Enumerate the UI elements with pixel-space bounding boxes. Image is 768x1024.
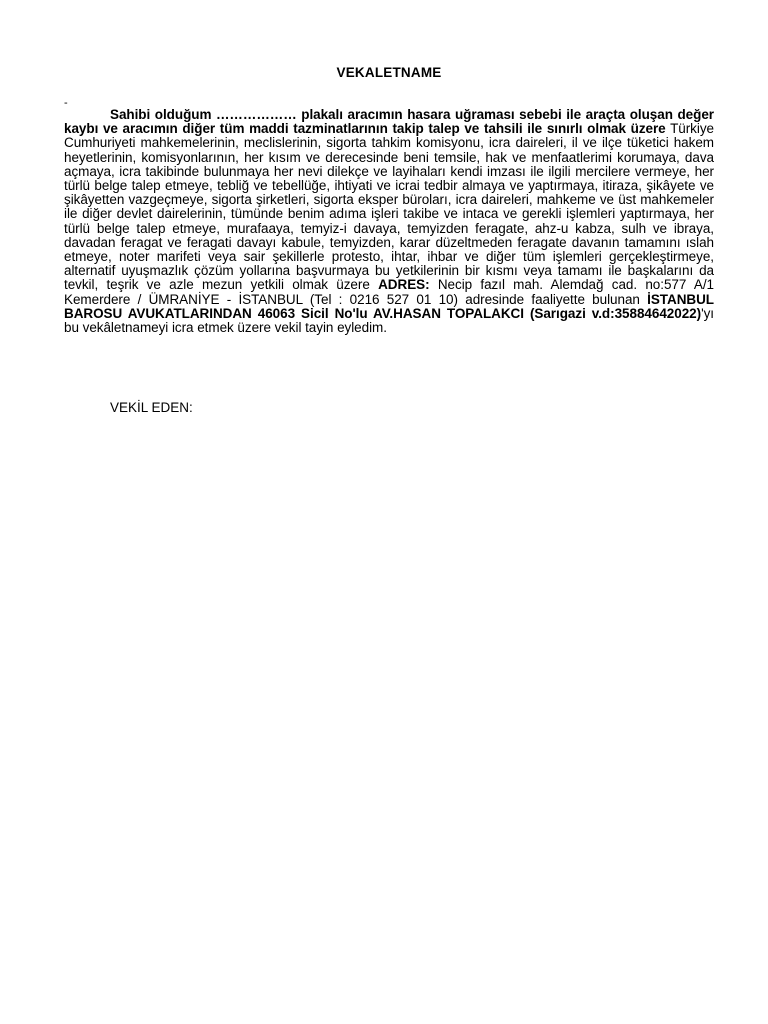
address-text: Necip fazıl mah. Alemdağ cad. no:577 A/1 Kemerdere / ÜMRANİYE - İSTANBUL (Tel : 0216 527 01 10) adresinde faaliyette bulunan xyxy=(64,277,714,307)
leading-mark: - xyxy=(64,97,68,109)
lawyer-name: İSTANBUL BAROSU AVUKATLARINDAN 46063 Sicil No'lu AV.HASAN TOPALAKCI (Sarıgazi v.d:35884642022) xyxy=(64,291,714,321)
authority-body-text: Türkiye Cumhuriyeti mahkemelerinin, meclislerinin, sigorta tahkim komisyonu, icra daireleri, il ve ilçe tüketici hakem heyetlerinin, komisyonlarının, her kısım ve derecesinde beni temsile, hak ve menfaatlerimi korumaya, dava açmaya, icra takibinde bulunmaya her nevi dilekçe ve layihaları kendi imzası ile ilgili mercilere vermeye, her türlü belge talep etmeye, tebliğ ve tebellüğe, ihtiyati ve icrai tedbir almaya ve yaptırmaya, itiraza, şikâyete ve şikâyetten vazgeçmeye, sigorta şirketleri, sigorta eksper büroları, icra daireleri, mahkeme ve üst mahkemeler ile diğer devlet dairelerinin, tümünde benim adıma işleri takibe ve intaca ve gerekli işlemleri yaptırmaya, her türlü belge talep etmeye, murafaaya, temyiz-i davaya, temyizden feragate, ahz-u kabza, sulh ve ibraya, davadan feragat ve feragati davayı kabule, temyizden, karar düzeltmeden feragate davanın tamamını ıslah etmeye, noter marifeti veya sair şekillerle protesto, ihtar, ihbar ve diğer tüm işlemleri gerçekleştirmeye, alternatif uyuşmazlık çözüm yollarına başvurmaya bu yetkilerinin bir kısmı veya tamamı ile başkalarını da tevkil, teşrik ve azle mezun yetkili olmak üzere xyxy=(64,121,714,293)
bold-intro-text: Sahibi olduğum ……………… plakalı aracımın hasara uğraması sebebi ile araçta oluşan değer kaybı ve aracımın diğer tüm maddi tazminatlarının takip talep ve tahsili ile sınırlı olmak üzere xyxy=(64,107,714,137)
signer-label: VEKİL EDEN: xyxy=(110,400,193,415)
power-of-attorney-paragraph xyxy=(64,108,714,335)
closing-text: 'yı bu vekâletnameyi icra etmek üzere vekil tayin eyledim. xyxy=(64,305,714,336)
document-title: VEKALETNAME xyxy=(336,65,442,80)
address-label: ADRES: xyxy=(378,277,430,293)
